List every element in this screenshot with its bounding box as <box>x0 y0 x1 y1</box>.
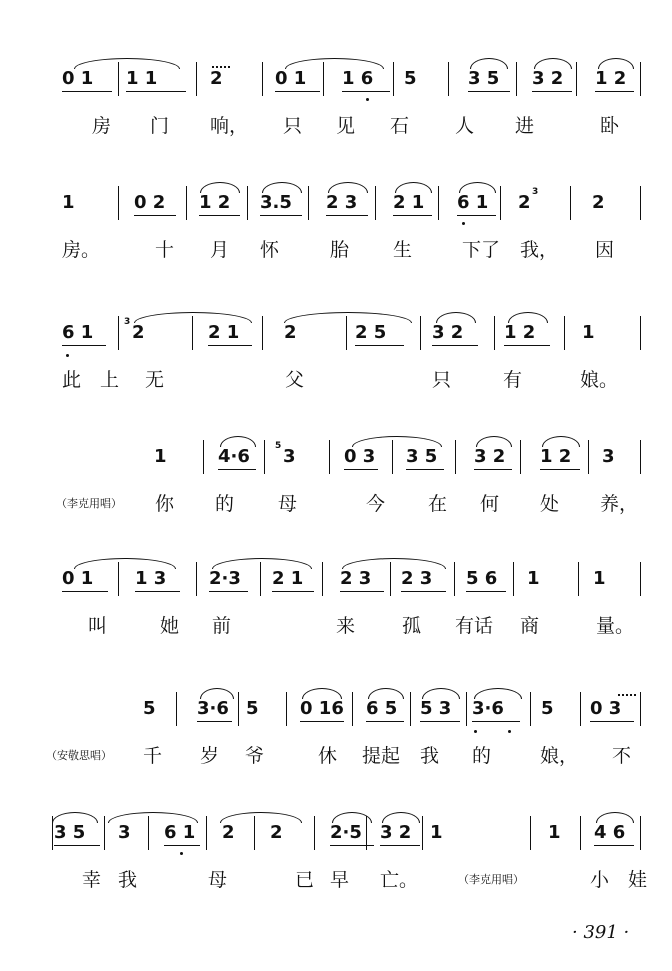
bar-line <box>513 562 514 596</box>
note-group: 6 5 <box>366 698 398 719</box>
octave-dot <box>508 730 511 733</box>
bar-line <box>206 816 207 850</box>
note-group: 2 1 <box>208 322 240 343</box>
bar-line <box>580 692 581 726</box>
lyrics-line <box>0 238 672 264</box>
note-group: 0 3 <box>590 698 622 719</box>
lyric-syllable: 养， <box>600 493 639 515</box>
underline-beam <box>54 845 100 846</box>
bar-line <box>448 62 449 96</box>
note-group: 2·5 <box>330 822 362 843</box>
slur <box>108 812 198 823</box>
lyric-syllable: 母 <box>208 869 228 891</box>
note-group: 3 5 <box>406 446 438 467</box>
lyric-syllable: 月 <box>210 239 230 261</box>
bar-line <box>588 440 589 474</box>
bar-line <box>530 816 531 850</box>
lyric-syllable: 胎 <box>330 239 350 261</box>
underline-beam <box>420 721 460 722</box>
lyric-syllable: 早 <box>330 869 350 891</box>
octave-dot <box>366 98 369 101</box>
bar-line <box>104 816 105 850</box>
lyric-syllable: 我， <box>520 239 559 261</box>
note-group: 2 <box>284 322 297 343</box>
page-number: · 391 · <box>572 922 630 943</box>
lyric-syllable: 人 <box>455 115 475 137</box>
note-group: 5 6 <box>466 568 498 589</box>
slur <box>285 58 384 69</box>
slur <box>52 812 98 823</box>
trill-mark <box>212 66 230 74</box>
bar-line <box>580 816 581 850</box>
underline-beam <box>135 591 180 592</box>
bar-line <box>640 562 641 596</box>
slur <box>368 688 404 699</box>
note-group: 3.5 <box>260 192 292 213</box>
lyric-syllable: 前 <box>212 615 232 637</box>
underline-beam <box>275 91 320 92</box>
slur <box>534 58 572 69</box>
lyric-syllable: 父 <box>285 369 305 391</box>
slur <box>596 812 634 823</box>
note-group: 4 6 <box>594 822 626 843</box>
octave-dot <box>462 222 465 225</box>
note-group: 5 <box>246 698 259 719</box>
bar-line <box>564 316 565 350</box>
slur <box>474 688 522 699</box>
underline-beam <box>197 721 232 722</box>
bar-line <box>393 62 394 96</box>
lyric-syllable: 我 <box>118 869 138 891</box>
lyric-syllable: 因 <box>595 239 615 261</box>
underline-beam <box>218 469 256 470</box>
bar-line <box>438 186 439 220</box>
lyric-syllable: 亡。 <box>380 869 419 891</box>
lyric-syllable: 下了 <box>462 239 501 261</box>
note-group: 1 2 <box>595 68 627 89</box>
underline-beam <box>590 721 634 722</box>
lyric-syllable: 处 <box>540 493 560 515</box>
note-group: 1 2 <box>504 322 536 343</box>
underline-beam <box>62 91 112 92</box>
note-group: 3 2 <box>532 68 564 89</box>
note-group: 4·6 <box>218 446 250 467</box>
lyric-syllable: 休 <box>318 745 338 767</box>
bar-line <box>352 692 353 726</box>
lyric-syllable: 娃 <box>628 869 648 891</box>
lyric-syllable: 石 <box>390 115 410 137</box>
lyric-syllable: 无 <box>145 369 165 391</box>
lyric-syllable: 进 <box>515 115 535 137</box>
underline-beam <box>260 215 302 216</box>
note-group: 2 5 <box>355 322 387 343</box>
bar-line <box>186 186 187 220</box>
lyric-syllable: 怀 <box>260 239 280 261</box>
bar-line <box>262 316 263 350</box>
underline-beam <box>504 345 550 346</box>
slur <box>598 58 634 69</box>
bar-line <box>640 316 641 350</box>
notation-line <box>0 314 672 354</box>
lyrics-line <box>0 614 672 640</box>
note-group: 3·6 <box>472 698 504 719</box>
lyric-syllable: 见 <box>336 115 356 137</box>
lyric-syllable: 有话 <box>455 615 494 637</box>
note-group: 1 <box>527 568 540 589</box>
underline-beam <box>540 469 580 470</box>
note-group: 5 <box>404 68 417 89</box>
lyric-syllable: 她 <box>160 615 180 637</box>
slur <box>395 182 432 193</box>
lyrics-line <box>0 492 672 518</box>
lyric-syllable: 生 <box>393 239 413 261</box>
underline-beam <box>472 721 520 722</box>
slur <box>74 558 176 569</box>
underline-beam <box>406 469 444 470</box>
lyric-syllable: 只 <box>283 115 303 137</box>
slur <box>342 558 446 569</box>
lyric-syllable: 的 <box>215 493 235 515</box>
note-group: 2 <box>222 822 235 843</box>
underline-beam <box>432 345 478 346</box>
lyric-syllable: 爷 <box>245 745 265 767</box>
grace-note: 5 <box>275 441 282 451</box>
lyric-syllable: 母 <box>278 493 298 515</box>
bar-line <box>570 186 571 220</box>
lyric-syllable: 幸 <box>82 869 102 891</box>
note-group: 0 1 <box>62 568 94 589</box>
underline-beam <box>468 91 510 92</box>
bar-line <box>420 316 421 350</box>
notation-line <box>0 690 672 730</box>
note-group: 6 1 <box>457 192 489 213</box>
bar-line <box>640 692 641 726</box>
slur <box>74 58 180 69</box>
notation-line <box>0 438 672 478</box>
lyric-syllable: 在 <box>428 493 448 515</box>
slur <box>508 312 548 323</box>
note-group: 2·3 <box>209 568 241 589</box>
bar-line <box>640 440 641 474</box>
lyric-syllable: 上 <box>100 369 120 391</box>
note-group: 1 <box>593 568 606 589</box>
grace-note: 3 <box>124 317 131 327</box>
note-group: 3 2 <box>380 822 412 843</box>
bar-line <box>576 62 577 96</box>
slur <box>459 182 496 193</box>
note-group: 1 2 <box>540 446 572 467</box>
lyric-syllable: 今 <box>366 493 386 515</box>
lyric-syllable: 房 <box>92 115 112 137</box>
bar-line <box>176 692 177 726</box>
note-group: 3 2 <box>474 446 506 467</box>
note-group: 1 <box>154 446 167 467</box>
slur <box>220 436 256 447</box>
underline-beam <box>208 345 252 346</box>
note-group: 5 3 <box>420 698 452 719</box>
bar-line <box>329 440 330 474</box>
singer-label: （安敬思唱） <box>46 749 112 762</box>
underline-beam <box>380 845 420 846</box>
note-group: 0 1 <box>62 68 94 89</box>
underline-beam <box>401 591 446 592</box>
bar-line <box>203 440 204 474</box>
underline-beam <box>134 215 176 216</box>
octave-dot <box>66 354 69 357</box>
note-group: 0 16 <box>300 698 344 719</box>
slur <box>332 812 372 823</box>
singer-label: （李克用唱） <box>458 873 524 886</box>
note-group: 2 3 <box>340 568 372 589</box>
note-group: 3 <box>118 822 131 843</box>
note-group: 3 <box>602 446 615 467</box>
note-group: 1 2 <box>199 192 231 213</box>
note-group: 2 3 <box>401 568 433 589</box>
bar-line <box>466 692 467 726</box>
note-group: 2 <box>270 822 283 843</box>
lyric-syllable: 房。 <box>62 239 101 261</box>
note-group: 5 <box>143 698 156 719</box>
underline-beam <box>300 721 344 722</box>
bar-line <box>238 692 239 726</box>
bar-line <box>264 440 265 474</box>
lyric-syllable: 孤 <box>402 615 422 637</box>
bar-line <box>118 186 119 220</box>
bar-line <box>196 562 197 596</box>
note-group: 1 <box>548 822 561 843</box>
bar-line <box>322 562 323 596</box>
slur <box>212 558 312 569</box>
lyric-syllable: 岁 <box>200 745 220 767</box>
note-group: 0 2 <box>134 192 166 213</box>
bar-line <box>314 816 315 850</box>
slur <box>200 688 234 699</box>
octave-dot <box>180 852 183 855</box>
slur <box>134 312 252 323</box>
bar-line <box>530 692 531 726</box>
lyric-syllable: 小 <box>590 869 610 891</box>
underline-beam <box>340 591 384 592</box>
notation-line <box>0 560 672 600</box>
lyrics-line <box>0 114 672 140</box>
note-group: 0 1 <box>275 68 307 89</box>
notation-line <box>0 184 672 224</box>
note-group: 2 3 <box>326 192 358 213</box>
notation-line <box>0 814 672 854</box>
bar-line <box>455 440 456 474</box>
note-group: 1 6 <box>342 68 374 89</box>
note-group: 3 <box>283 446 296 467</box>
notation-line <box>0 60 672 100</box>
octave-dot <box>474 730 477 733</box>
bar-line <box>516 62 517 96</box>
bar-line <box>494 316 495 350</box>
slur <box>382 812 420 823</box>
note-group: 2 1 <box>272 568 304 589</box>
slur <box>284 312 412 323</box>
lyric-syllable: 已 <box>295 869 315 891</box>
note-group: 6 1 <box>62 322 94 343</box>
note-group: 3 5 <box>54 822 86 843</box>
grace-note: 3 <box>532 187 539 197</box>
underline-beam <box>466 591 506 592</box>
slur <box>328 182 368 193</box>
bar-line <box>196 62 197 96</box>
lyric-syllable: 门 <box>150 115 170 137</box>
note-group: 1 <box>430 822 443 843</box>
note-group: 1 <box>582 322 595 343</box>
slur <box>352 436 442 447</box>
bar-line <box>410 692 411 726</box>
slur <box>262 182 302 193</box>
bar-line <box>578 562 579 596</box>
note-group: 2 1 <box>393 192 425 213</box>
bar-line <box>247 186 248 220</box>
note-group: 2 <box>210 68 223 89</box>
underline-beam <box>355 345 404 346</box>
note-group: 6 1 <box>164 822 196 843</box>
lyric-syllable: 叫 <box>88 615 108 637</box>
underline-beam <box>126 91 186 92</box>
bar-line <box>500 186 501 220</box>
slur <box>302 688 342 699</box>
underline-beam <box>366 721 404 722</box>
note-group: 2 <box>592 192 605 213</box>
lyric-syllable: 何 <box>480 493 500 515</box>
underline-beam <box>532 91 572 92</box>
lyric-syllable: 量。 <box>596 615 635 637</box>
lyric-syllable: 的 <box>472 745 492 767</box>
lyric-syllable: 商 <box>520 615 540 637</box>
bar-line <box>422 816 423 850</box>
note-group: 5 <box>541 698 554 719</box>
underline-beam <box>474 469 512 470</box>
slur <box>476 436 512 447</box>
underline-beam <box>457 215 496 216</box>
lyrics-line <box>0 868 672 894</box>
underline-beam <box>594 845 634 846</box>
note-group: 1 1 <box>126 68 158 89</box>
bar-line <box>454 562 455 596</box>
slur <box>220 812 302 823</box>
note-group: 3·6 <box>197 698 229 719</box>
lyric-syllable: 来 <box>336 615 356 637</box>
slur <box>542 436 580 447</box>
slur <box>200 182 240 193</box>
slur <box>422 688 460 699</box>
bar-line <box>308 186 309 220</box>
note-group: 0 3 <box>344 446 376 467</box>
bar-line <box>640 186 641 220</box>
lyric-syllable: 提起 <box>362 745 401 767</box>
underline-beam <box>342 91 390 92</box>
lyric-syllable: 此 <box>62 369 82 391</box>
underline-beam <box>164 845 200 846</box>
lyric-syllable: 十 <box>155 239 175 261</box>
underline-beam <box>209 591 248 592</box>
lyric-syllable: 不 <box>612 745 632 767</box>
slur <box>470 58 508 69</box>
lyric-syllable: 有 <box>503 369 523 391</box>
underline-beam <box>330 845 374 846</box>
trill-mark <box>618 694 636 702</box>
lyric-syllable: 我 <box>420 745 440 767</box>
bar-line <box>262 62 263 96</box>
lyric-syllable: 只 <box>432 369 452 391</box>
bar-line <box>375 186 376 220</box>
underline-beam <box>393 215 432 216</box>
lyric-syllable: 响， <box>210 115 249 137</box>
lyrics-line <box>0 744 672 770</box>
singer-label: （李克用唱） <box>56 497 122 510</box>
underline-beam <box>272 591 314 592</box>
bar-line <box>520 440 521 474</box>
bar-line <box>640 816 641 850</box>
note-group: 2 <box>518 192 531 213</box>
note-group: 2 <box>132 322 145 343</box>
underline-beam <box>326 215 368 216</box>
note-group: 3 2 <box>432 322 464 343</box>
underline-beam <box>62 591 108 592</box>
lyric-syllable: 卧 <box>600 115 620 137</box>
note-group: 1 <box>62 192 75 213</box>
lyric-syllable: 千 <box>143 745 163 767</box>
note-group: 3 5 <box>468 68 500 89</box>
lyric-syllable: 你 <box>155 493 175 515</box>
lyric-syllable: 娘。 <box>580 369 619 391</box>
underline-beam <box>595 91 634 92</box>
underline-beam <box>199 215 240 216</box>
underline-beam <box>344 469 378 470</box>
lyric-syllable: 娘， <box>540 745 579 767</box>
bar-line <box>118 316 119 350</box>
slur <box>436 312 476 323</box>
bar-line <box>286 692 287 726</box>
bar-line <box>640 62 641 96</box>
note-group: 1 3 <box>135 568 167 589</box>
lyrics-line <box>0 368 672 394</box>
underline-beam <box>62 345 106 346</box>
